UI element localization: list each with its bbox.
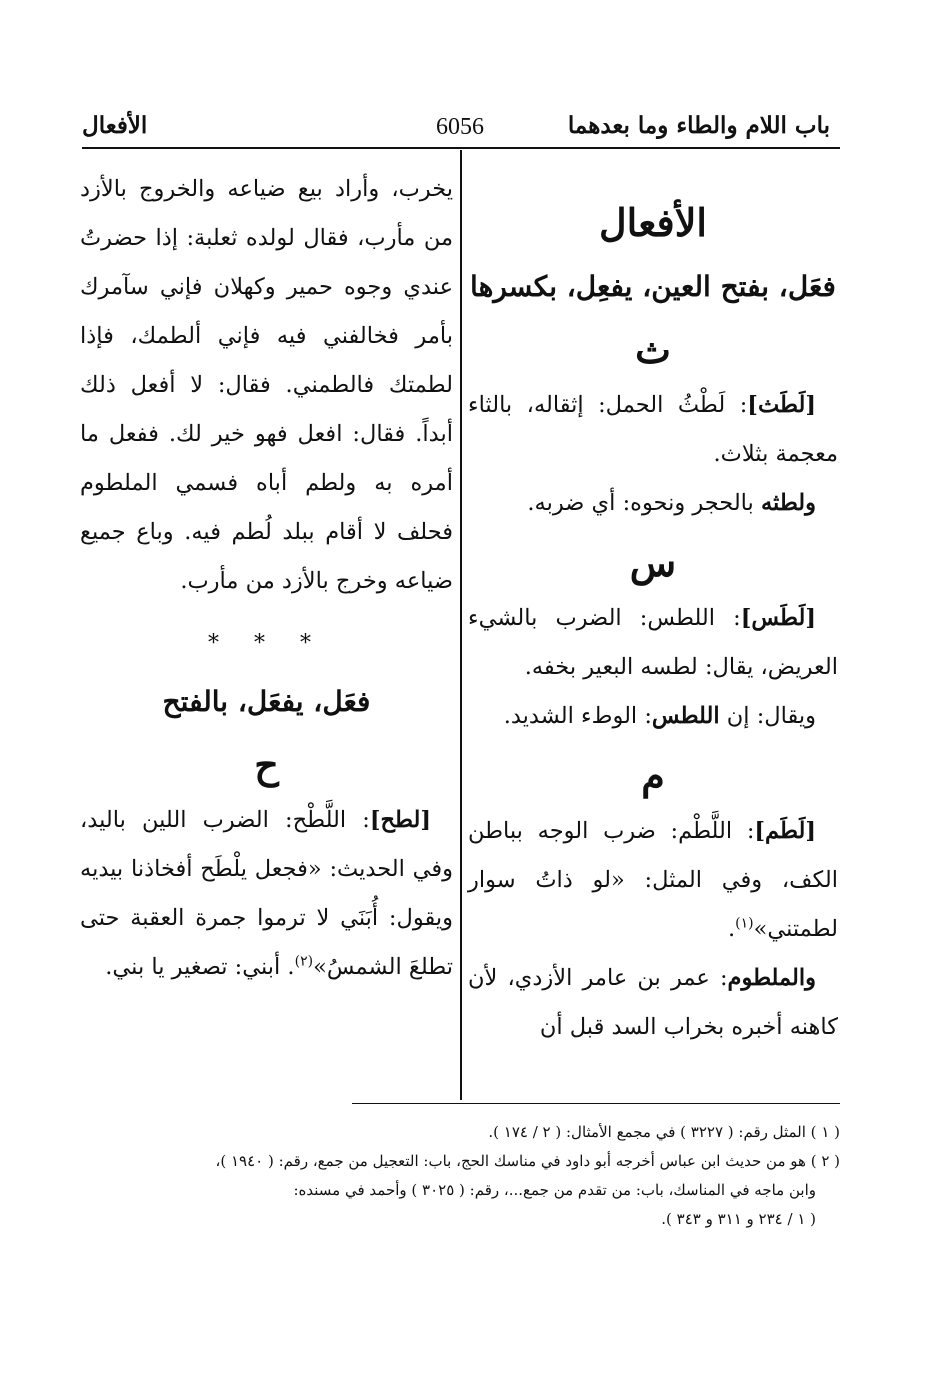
letter-heading-tha: ث <box>635 327 671 372</box>
entry-definition: : لَطْثُ الحمل: إثقاله، بالثاء معجمة بثلاث. <box>468 392 838 467</box>
footnote-1: ( ١ ) المثل رقم: ( ٣٢٢٧ ) في مجمع الأمثال: ( ٢ / ١٧٤ ). <box>488 1123 840 1141</box>
entry-latath-sub <box>468 479 838 528</box>
column-divider <box>460 150 462 1100</box>
entry-maltum <box>468 954 838 1052</box>
footnotes <box>105 1118 840 1234</box>
entry-definition: : عمر بن عامر الأزدي، لأن كاهنه أخبره بخراب السد قبل أن <box>468 965 838 1040</box>
right-column <box>468 165 838 1052</box>
main-title: الأفعال <box>599 200 707 245</box>
entry-definition: : الوطء الشديد. <box>503 703 652 729</box>
header-rule <box>82 147 840 149</box>
entry-definition: : اللطس: الضرب بالشيء العريض، يقال: لطسه البعير بخفه. <box>468 605 838 680</box>
entry-headword: [لطح] <box>369 807 431 833</box>
entry-headword: [لَطَث] <box>747 392 816 418</box>
footnote-2-line-2: وابن ماجه في المناسك، باب: من تقدم من جمع...، رقم: ( ٣٠٢٥ ) وأحمد في مسنده: <box>293 1181 816 1199</box>
entry-latas <box>468 594 838 692</box>
entry-headword: [لَطَم] <box>754 818 816 844</box>
footnote-2-line-3: ( ١ / ٢٣٤ و ٣١١ و ٣٤٣ ). <box>661 1210 816 1228</box>
verb-pattern-heading-2: فعَل، يفعَل، بالفتح <box>162 685 371 718</box>
left-column <box>80 165 453 992</box>
entry-headword: [لَطَس] <box>740 605 816 631</box>
letter-heading-sin: س <box>629 540 677 585</box>
footnote-ref-1: (١) <box>735 915 754 932</box>
entry-latas-sub <box>468 692 838 741</box>
page-number: 6056 <box>436 114 484 140</box>
footnote-ref-2: (٢) <box>294 953 314 970</box>
entry-latam <box>468 807 838 954</box>
verb-pattern-heading: فعَل، بفتح العين، يفعِل، بكسرها <box>470 270 836 303</box>
section-header: الأفعال <box>82 112 148 139</box>
entry-prefix: ويقال: إن <box>726 703 816 729</box>
entry-definition: : اللَّطْح: الضرب اللين باليد، وفي الحديث: «فجعل يلْطَح أفخاذنا بيديه ويقول: أُبَنَي لا ترموا جمرة العقبة حتى تطلعَ الشمسُ» <box>80 807 453 980</box>
entry-latath <box>468 381 838 479</box>
entry-headword: ولطثه <box>760 490 816 516</box>
section-separator: * * * <box>208 631 325 656</box>
letter-heading-ha: ح <box>254 742 279 787</box>
entry-headword: والملطوم <box>727 965 816 991</box>
entry-definition: بالحجر ونحوه: أي ضربه. <box>527 490 754 516</box>
entry-end: . <box>727 916 736 942</box>
entry-latah <box>80 796 453 992</box>
footnote-rule <box>352 1103 840 1104</box>
entry-definition: : اللَّطْم: ضرب الوجه بباطن الكف، وفي المثل: «لو ذاتُ سوار لطمتني» <box>468 818 838 942</box>
entry-end: . أبني: تصغير يا بني. <box>105 954 295 980</box>
continuation-text: يخرب، وأراد بيع ضياعه والخروج بالأزد من مأرب، فقال لولده ثعلبة: إذا حضرتُ عندي وجوه حمير وكهلان فإني سآمرك بأمر فخالفني فيه فإني ألطمك، فإذا لطمتك فالطمني. فقال: لا أفعل ذلك أبداً. فقال: افعل فهو خير لك. ففعل ما أمره به ولطم أباه فسمي الملطوم فحلف لا أقام ببلد لُطم فيه. وباع جميع ضياعه وخرج بالأزد من مأرب. <box>80 176 453 594</box>
chapter-header: باب اللام والطاء وما بعدهما <box>567 112 830 139</box>
entry-headword: اللطس <box>651 703 720 729</box>
letter-heading-mim: م <box>641 753 665 798</box>
footnote-2-line-1: ( ٢ ) هو من حديث ابن عباس أخرجه أبو داود في مناسك الحج، باب: التعجيل من جمع، رقم: ( ١٩٤٠ )، <box>215 1152 840 1170</box>
